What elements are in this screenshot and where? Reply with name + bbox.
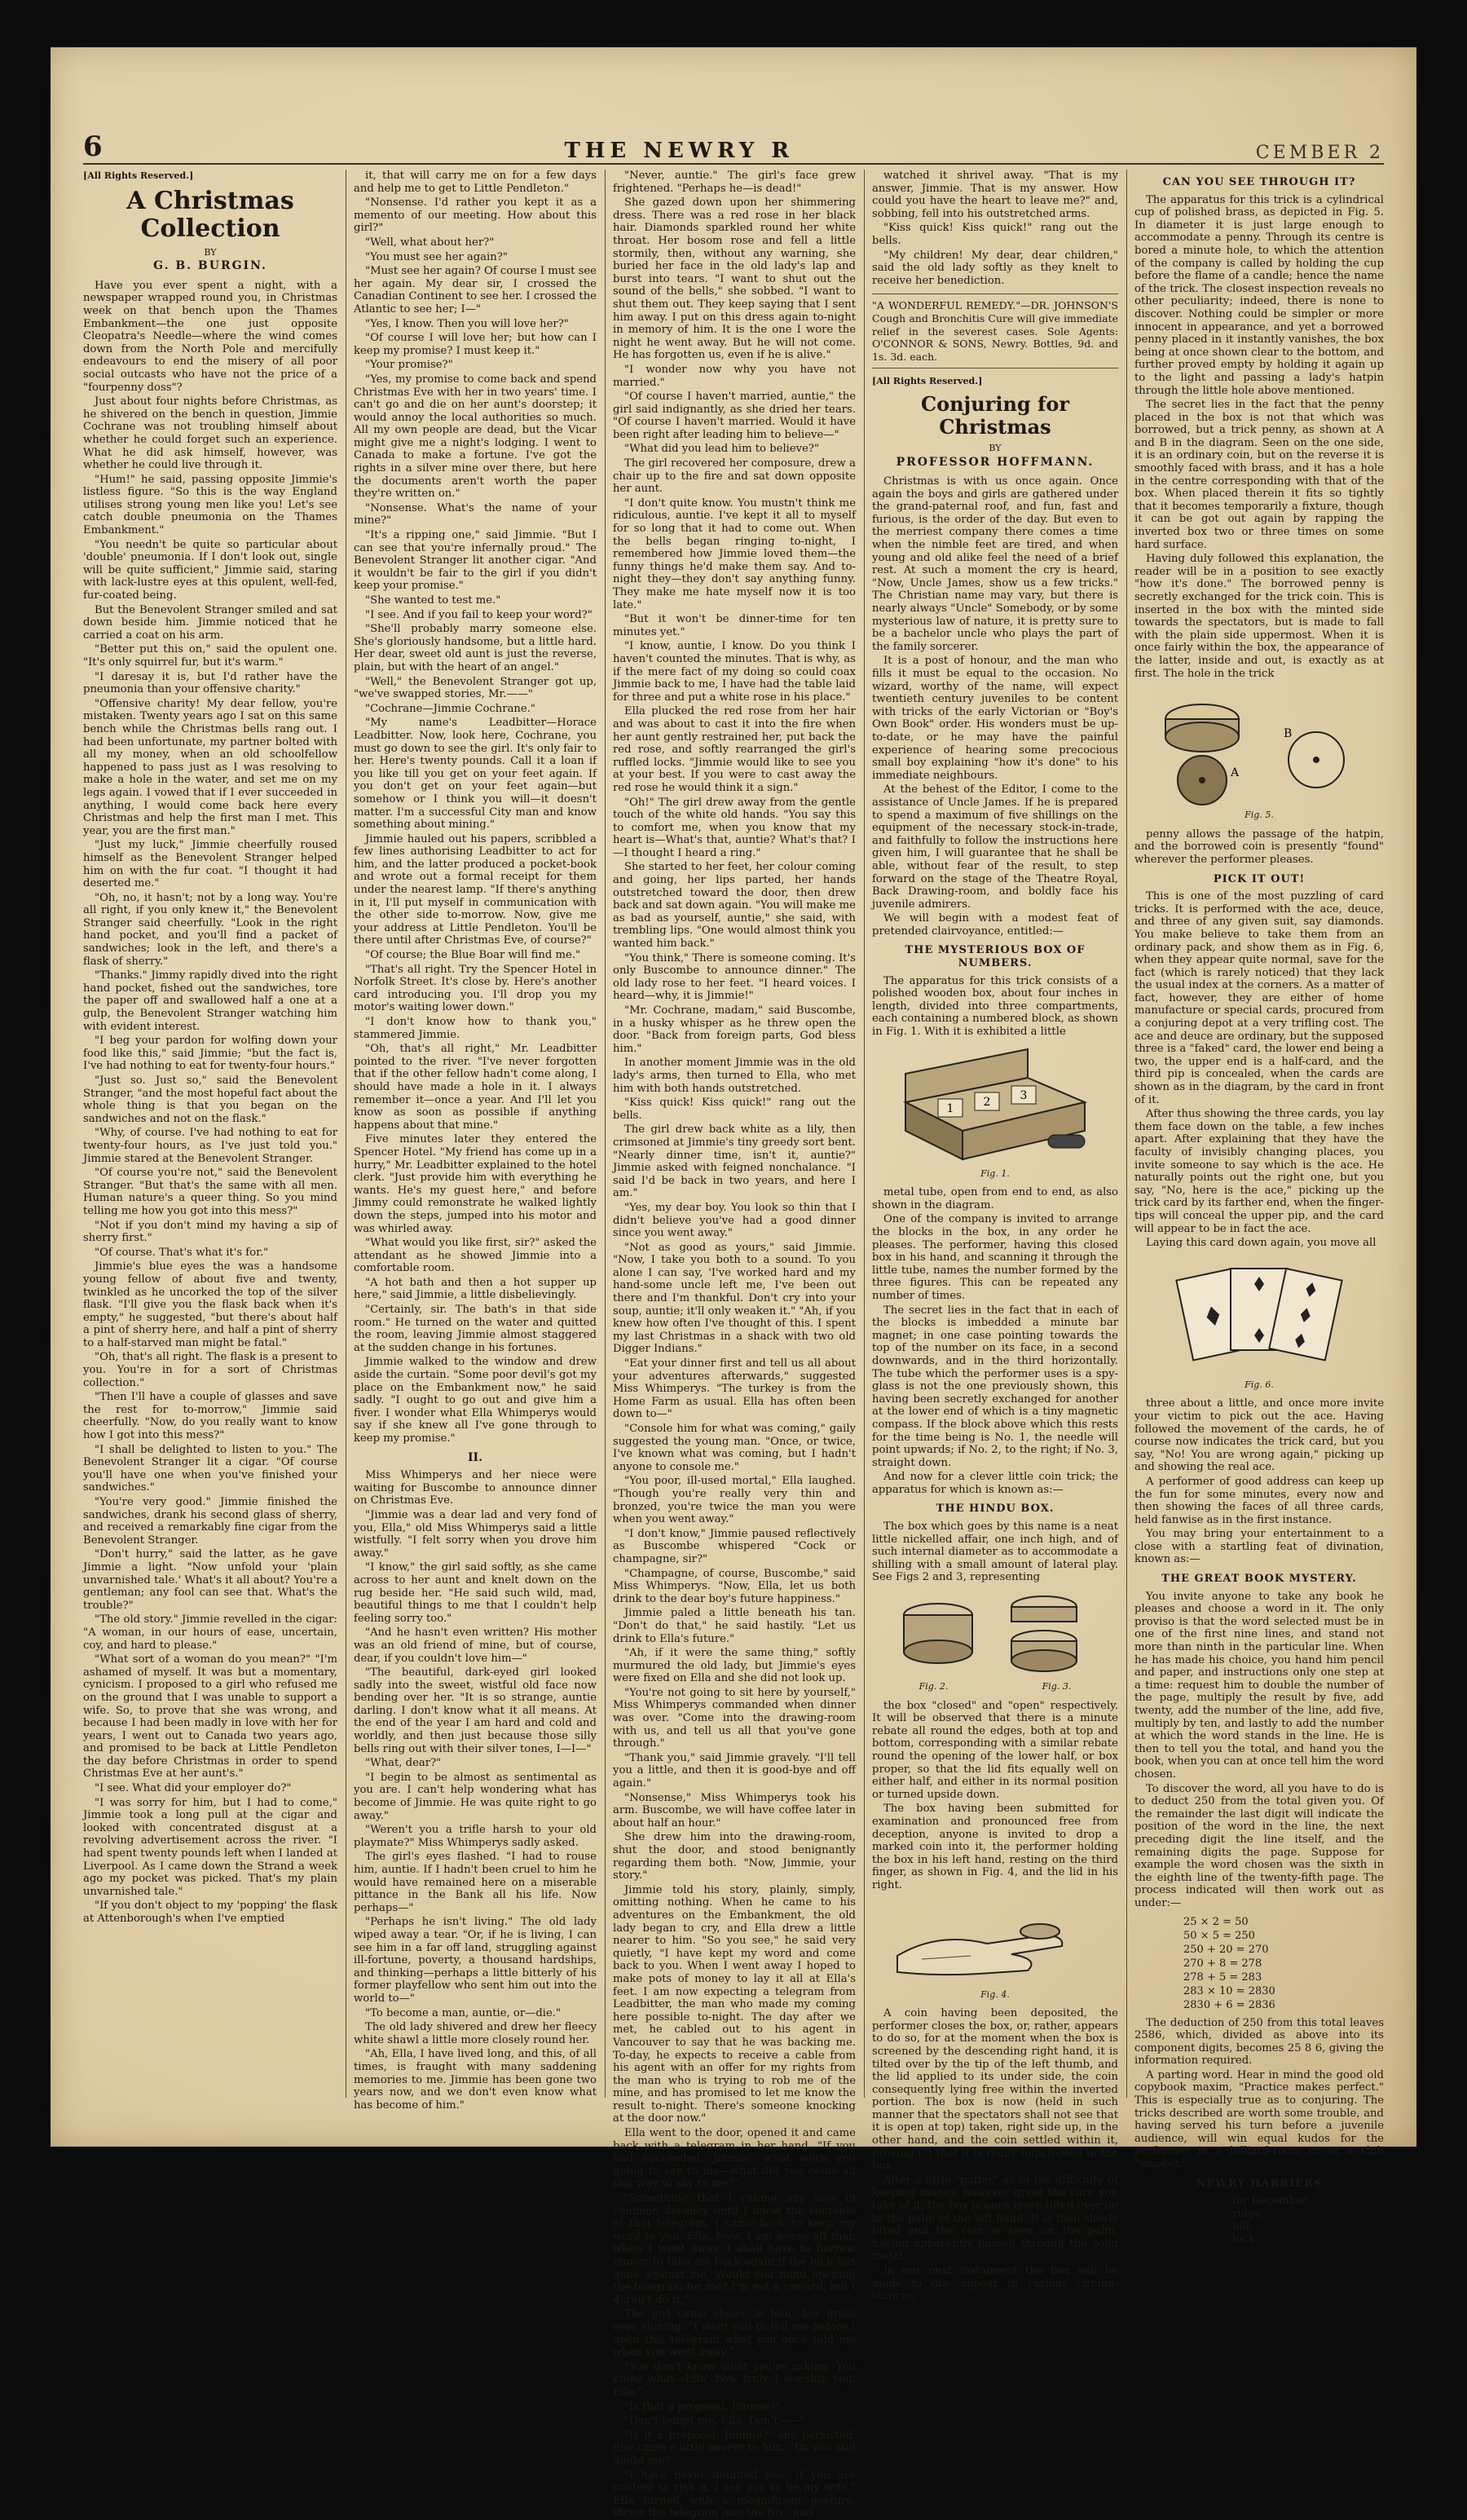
paragraph: Jimmie paled a little beneath his tan. "Don't do that," he said hastily. "Let us drink to Ella's future." xyxy=(613,1607,856,1645)
paragraph: "Ah, Ella, I have lived long, and this, of all times, is fraught with many saddening memories to me. Jimmie has been gone two years now, and we don't even know what has become of him." xyxy=(354,2048,597,2112)
subheading-book-mystery: THE GREAT BOOK MYSTERY. xyxy=(1161,1573,1357,1586)
story-author: G. B. BURGIN. xyxy=(153,259,267,273)
paragraph: "And he hasn't even written? His mother was an old friend of mine, but of course, dear, if you couldn't love him—" xyxy=(354,1626,597,1665)
paragraph: it, that will carry me on for a few days and help me to get to Little Pendleton." xyxy=(354,170,597,195)
svg-text:1: 1 xyxy=(946,1101,954,1115)
paragraph: "That's all right. Try the Spencer Hotel in Norfolk Street. It's close by. Here's another card introducing you. I'll drop you my motor's waiting lower down." xyxy=(354,963,597,1014)
paragraph: "Just my luck," Jimmie cheerfully roused himself as the Benevolent Stranger helped him on with the fur coat. "I thought it had deserted me." xyxy=(83,839,337,890)
figure-caption: Fig. 2. xyxy=(919,1681,949,1693)
paragraph: "Well," the Benevolent Stranger got up, "we've swapped stories, Mr.——" xyxy=(354,675,597,701)
paragraph: "Something that I cannot say now in common decency until I know the contents of that telegram. I came back to keep my word to you, Ella. Now, I am worse off than when I went away. I shall have to borrow money to take me back again if the luck has gone against me. Would you mind opening the telegram for me? I'm not a coward, but I daren't do it." xyxy=(613,2192,856,2306)
paragraph: "I daresay it is, but I'd rather have the pneumonia than your offensive charity." xyxy=(83,670,337,696)
paragraph: The apparatus for this trick is a cylindrical cup of polished brass, as depicted in Fig. 5. In diameter it is just large enough to accommodate a penny. Through its centre is bored a minute hole, to which the attention of the company is called by holding the cup before the flame of a candle; hence the name of the trick. The closest inspection reveals no other peculiarity; indeed, there is none to discover. Nothing could be simpler or more innocent in appearance, and yet a borrowed penny placed in it instantly vanishes, the box being at once shown clear to the bottom, and further proved empty by holding it again up to the light and passing a lady's hatpin through the little hole above mentioned. xyxy=(1134,193,1384,397)
paragraph: "Yes, I know. Then you will love her?" xyxy=(365,317,569,330)
article-body xyxy=(872,475,1118,938)
paragraph: "What, dear?" xyxy=(365,1757,442,1770)
paragraph: "Not if you don't mind my having a sip of sherry first." xyxy=(83,1219,337,1245)
paragraph: After thus showing the three cards, you lay them face down on the table, a few inches apart. After explaining that they have the faculty of invisibly changing places, you invite someone to say which is the ace. He naturally points out the right one, but you say, "No, here is the ace," picking up the trick card by its farther end, when the finger-tips will conceal the upper pip, and the card will appear to be in fact the ace. xyxy=(1134,1108,1384,1235)
paragraph: "Never, auntie." The girl's face grew frightened. "Perhaps he—is dead!" xyxy=(613,170,856,195)
paragraph: "Of course I haven't married, auntie," the girl said indignantly, as she dried her tears. "Of course I haven't married. Would it have been right after leading him to believe—" xyxy=(613,391,856,441)
story-title: A Christmas Collection xyxy=(126,186,294,243)
paragraph: "I see. And if you fail to keep your word?" xyxy=(365,608,593,621)
paragraph: metal tube, open from end to end, as also shown in the diagram. xyxy=(872,1186,1118,1211)
figure-caption: Fig. 5. xyxy=(1245,810,1274,821)
paragraph: "Must see her again? Of course I must see her again. My dear sir, I crossed the Canadian Continent to see her. I crossed the Atlantic to see her; I—" xyxy=(354,265,597,316)
paragraph: The secret lies in the fact that in each of the blocks is imbedded a minute bar magnet; in one case pointing towards the top of the number on its face, in a second downwards, and in the third horizontally. The tube which the performer uses is a spy-glass is not the one previously shown, this having been secretly exchanged for another at the lower end of which is a tiny magnetic compass. If the block above which this rests for the time being is No. 1, the needle will point upwards; if No. 2, to the right; if No. 3, straight down. xyxy=(872,1304,1118,1469)
paragraph: A performer of good address can keep up the fun for some minutes, every now and then showing the faces of all three cards, held fanwise as in the first instance. xyxy=(1134,1475,1384,1526)
paragraph: The old lady shivered and drew her fleecy white shawl a little more closely round her. xyxy=(354,2021,597,2046)
paragraph: Jimmie's blue eyes the was a handsome young fellow of about five and twenty, twinkled as he uncorked the top of the silver flask. "I'll give you the flask back when it's empty," he suggested, "but there's about half a pint of sherry here, and half a pint of sherry to a half-starved man might be fatal." xyxy=(83,1260,337,1349)
paragraph: "I was sorry for him, but I had to come," Jimmie took a long pull at the cigar and looked with concentrated disgust at a revolving advertisement across the river. "I had spent twenty pounds left when I landed at Liverpool. As I came down the Strand a week ago my pocket was picked. That's my plain unvarnished tale." xyxy=(83,1796,337,1898)
paragraph: "Yes, my promise to come back and spend Christmas Eve with her in two years' time. I can't go and die on her aunt's doorstep; it would annoy the local authorities so much. All my own people are dead, but the Vicar might give me a night's lodging. I went to Canada to make a fortune. I've got the rights in a silver mine over there, but here the documents aren't worth the paper they're written on." xyxy=(354,373,597,501)
paragraph: "Nonsense," Miss Whimperys took his arm. Buscombe, we will have coffee later in about half an hour." xyxy=(613,1791,856,1829)
paragraph: "Thanks." Jimmy rapidly dived into the right hand pocket, fished out the sandwiches, tore the paper off and swallowed half a one at a gulp, the Benevolent Stranger watching him with evident interest. xyxy=(83,969,337,1033)
paragraph: "You're not going to sit here by yourself," Miss Whimperys commanded when dinner was over. "Come into the drawing-room with us, and tell us all that you've gone through." xyxy=(613,1686,856,1750)
article-body xyxy=(872,1520,1118,1584)
paragraph: "You needn't be quite so particular about 'double' pneumonia. If I don't look out, single will be quite sufficient," Jimmie said, staring with lack-lustre eyes at this opulent, well-fed, fur-coated being. xyxy=(83,538,337,602)
paragraph: "Better put this on," said the opulent one. "It's only squirrel fur, but it's warm." xyxy=(83,643,337,669)
rights-notice: [All Rights Reserved.] xyxy=(83,170,194,181)
paragraph: "The old story." Jimmie revelled in the cigar: "A woman, in our hours of ease, uncertain, coy, and hard to please." xyxy=(83,1613,337,1652)
paragraph: "My children! My dear, dear children," said the old lady softly as they knelt to receive her benediction. xyxy=(872,249,1118,287)
paragraph: A parting word. Hear in mind the good old copybook maxim, "Practice makes perfect." This is especially true as to conjuring. The tricks described are worth some trouble, and having served his turn before a juvenile audience, will win equal kudos for the performer in a billiard-room or at a club "smoker." xyxy=(1134,2068,1384,2171)
paragraph: The secret lies in the fact that the penny placed in the box is not that which was borrowed, but a trick penny, as shown at A and B in the diagram. Seen on the one side, it is an ordinary coin, but on the reverse it is smoothly faced with brass, and it has a hole in the centre corresponding with that of the box. When placed therein it fits so tightly that it becomes temporarily a fixture, though it can be got out again by rapping the inverted box two or three times on some hard surface. xyxy=(1134,399,1384,551)
newspaper-name: THE NEWRY R xyxy=(564,139,795,163)
paragraph: To discover the word, all you have to do is to deduct 250 from the total given you. Of the remainder the last digit will indicate the position of the word in the line, the next preceding digit the line itself, and the remaining digits the page. Suppose for example the word chosen was the sixth in the eighth line of the twenty-fifth page. The process indicated will then work out as under:— xyxy=(1134,1782,1384,1909)
paragraph: Ella plucked the red rose from her hair and was about to cast it into the fire when her aunt gently restrained her, put back the red rose, and softly rearranged the girl's ruffled locks. "Jimmie would like to see you at your best. If you were to cast away the red rose he would think it a sign." xyxy=(613,705,856,794)
paragraph: "I know, auntie, I know. Do you think I haven't counted the minutes. That is why, as if the mere fact of my doing so could coax Jimmie back to me, I have had the table laid for three and put a white rose in his place." xyxy=(613,640,856,704)
paragraph: "Of course I will love her; but how can I keep my promise? I must keep it." xyxy=(354,332,597,357)
byline-by: BY xyxy=(204,246,217,258)
paragraph: "I see. What did your employer do?" xyxy=(95,1782,292,1795)
paragraph: She started to her feet, her colour coming and going, her lips parted, her hands outstretched toward the door, then drew back and sat down again. "You will make me as bad as yourself, auntie," she said, with trembling lips. "One would almost think you wanted him back." xyxy=(613,861,856,951)
hand-with-box-illustration xyxy=(889,1899,1101,1988)
paragraph: "A hot bath and then a hot supper up here," said Jimmie, a little disbelievingly. xyxy=(354,1276,597,1302)
article-body xyxy=(872,975,1118,1039)
numbered-box-illustration xyxy=(889,1045,1101,1167)
article-body xyxy=(1134,1397,1384,1566)
paragraph: "Kiss quick! Kiss quick!" rang out the bells. xyxy=(872,222,1118,247)
paragraph: "Champagne, of course, Buscombe," said Miss Whimperys. "Now, Ella, let us both drink to the dear boy's future happiness." xyxy=(613,1567,856,1605)
column-4 xyxy=(872,170,1118,2303)
paragraph: "You poor, ill-used mortal," Ella laughed. "Though you're really very thin and bronzed, you're twice the man you were when you went away." xyxy=(613,1475,856,1526)
paragraph: And now for a clever little coin trick; the apparatus for which is known as:— xyxy=(872,1471,1118,1496)
cough-cure-advert: "A WONDERFUL REMEDY."—DR. JOHNSON'S Cough and Bronchitis Cure will give immediate relief in the severest cases. Sole Agents: O'CONNOR & SONS, Newry. Bottles, 9d. and 1s. 3d. each. xyxy=(872,293,1118,369)
paragraph: "She wanted to test me." xyxy=(365,594,501,607)
paragraph: At the behest of the Editor, I come to the assistance of Uncle James. If he is prepared to spend a maximum of five shillings on the equipment of the necessary stock-in-trade, and faithfully to follow the instructions here given him, I will guarantee that he shall be able, without fear of the result, to step forward on the stage of the Theatre Royal, Back Drawing-room, and boldly face his juvenile admirers. xyxy=(872,783,1118,911)
line-item: hill, xyxy=(1232,2220,1253,2233)
paragraph: "Cochrane—Jimmie Cochrane." xyxy=(365,702,535,715)
figures-2-3 xyxy=(872,1591,1118,1693)
paragraph: "Don't hurry," said the latter, as he gave Jimmie a light. "Now unfold your 'plain unvarnished tale.' What's it all about? You're a gentleman; any fool can see that. What's the trouble?" xyxy=(83,1548,337,1612)
paragraph: "I don't know," Jimmie paused reflectively as Buscombe whispered "Cock or champagne, sir?" xyxy=(613,1527,856,1565)
paragraph: Jimmie walked to the window and drew aside the curtain. "Some poor devil's got my place on the Embankment now," he said sadly. "I ought to go out and give him a fiver. I wonder what Ella Whimperys would say if she knew all I've gone through to keep my promise." xyxy=(354,1356,597,1445)
svg-text:2: 2 xyxy=(983,1095,991,1109)
paragraph: But the Benevolent Stranger smiled and sat down beside him. Jimmie noticed that he carried a coat on his arm. xyxy=(83,603,337,642)
story-body xyxy=(354,170,597,1445)
paragraph: "To become a man, auntie, or—die." xyxy=(365,2006,562,2019)
paragraph: "It's a ripping one," said Jimmie. "But I can see that you're infernally proud." The Benevolent Stranger lit another cigar. "And it wouldn't be fair to the girl if you didn't keep your promise." xyxy=(354,529,597,593)
column-5 xyxy=(1134,170,1384,2245)
figure-caption: Fig. 4. xyxy=(980,1988,1010,2000)
paragraph: Five minutes later they entered the Spencer Hotel. "My friend has come up in a hurry," Mr. Leadbitter explained to the hotel clerk. "Just provide him with everything he wants. He's my guest here," and before Jimmy could remonstrate he walked lightly down the steps, jumped into his motor and was whirled away. xyxy=(354,1133,597,1235)
column-rule xyxy=(605,170,606,2098)
paragraph: "Just so. Just so," said the Benevolent Stranger, "and the most hopeful fact about the whole thing is that you began on the sandwiches and not on the flask." xyxy=(83,1075,337,1125)
paragraph: "Of course you're not," said the Benevolent Stranger. "But that's the same with all men. Human nature's a queer thing. So you mind telling me how you got into this mess?" xyxy=(83,1167,337,1217)
paragraph: "The beautiful, dark-eyed girl looked sadly into the sweet, wistful old face now bending over her. "It is so strange, auntie darling. I don't know what it all means. At the end of the year I am hard and cold and worldly, and then just because those silly bells ring out with their silver tones, I—I—" xyxy=(354,1666,597,1755)
paragraph: "What did you lead him to believe?" xyxy=(624,443,820,456)
paragraph: You invite anyone to take any book he pleases and choose a word in it. The only proviso is that the word selected must be in one of the first nine lines, and stand not more than ninth in the particular line. When he has made his choice, you hand him pencil and paper, and instructions only one step at a time: request him to double the number of the page, multiply the result by five, add twenty, add the number of the line, add five, multiply by ten, and lastly to add the number at which the word stands in the line. He is then to tell you the total, and hand you the book, when you can at once tell him the word chosen. xyxy=(1134,1590,1384,1781)
paragraph: One of the company is invited to arrange the blocks in the box, in any order he pleases. The performer, having this closed box in his hand, and scanning it through the little tube, names the number formed by the three figures. This can be repeated any number of times. xyxy=(872,1213,1118,1302)
article-author: PROFESSOR HOFFMANN. xyxy=(896,455,1095,469)
paragraph: Laying this card down again, you move all xyxy=(1146,1237,1377,1250)
paragraph: "Of course; the Blue Boar will find me." xyxy=(365,949,581,962)
paragraph: "Oh, that's all right. The flask is a present to you. You're in for a sort of Christmas collection." xyxy=(83,1351,337,1389)
line-item: 50 × 5 = 250 xyxy=(1183,1929,1255,1942)
paragraph: The deduction of 250 from this total leaves 2586, which, divided as above into its component digits, becomes 25 8 6, giving the information required. xyxy=(1134,2016,1384,2068)
paragraph: "Yes, my dear boy. You look so thin that I didn't believe you've had a good dinner since you went away." xyxy=(613,1201,856,1240)
figure-caption: Fig. 6. xyxy=(1245,1379,1274,1390)
rights-notice: [All Rights Reserved.] xyxy=(872,376,983,387)
story-body xyxy=(354,1469,597,2112)
section-number: II. xyxy=(468,1450,482,1464)
paragraph: "Your promise?" xyxy=(365,359,453,372)
paragraph: "I shall be delighted to listen to you." The Benevolent Stranger lit a cigar. "Of course you'll have one when you've finished your sandwiches." xyxy=(83,1443,337,1494)
paragraph: "I have never doubted you. If you are content to risk it, I ask you to be my wife." Ella turned with a magnificent gesture, threw the telegram into the fire, and xyxy=(613,2469,856,2520)
issue-date: CEMBER 2 xyxy=(1255,143,1384,163)
paragraph: "Of course. That's what it's for." xyxy=(95,1246,269,1259)
paragraph: "She'll probably marry someone else. She's gloriously handsome, but a little hard. Her dear, sweet old aunt is just the reverse, plain, but with the heart of an angel." xyxy=(354,623,597,673)
paragraph: Ella went to the door, opened it and came back with a telegram in her hand. "If you had succeeded, Jimmie, what were you going to say to me—what did you come all this way to say to me?" xyxy=(613,2127,856,2191)
paragraph: Having duly followed this explanation, the reader will be in a position to see exactly "how it's done." The borrowed penny is secretly exchanged for the trick coin. This is inserted in the box with the minted side towards the spectators, but is made to fall with the plain side uppermost. When it is once fairly within the box, the appearance of the latter, inside and out, is exactly as at first. The hole in the trick xyxy=(1134,553,1384,680)
paragraph: "Hum!" he said, passing opposite Jimmie's listless figure. "So this is the way England utilises strong young men like you! Let's see catch double pneumonia on the Thames Embankment." xyxy=(83,473,337,537)
story-body xyxy=(83,280,337,1926)
hindu-box-illustration xyxy=(889,1591,1101,1680)
article-body xyxy=(872,1700,1118,1892)
calculation-list xyxy=(1183,1915,1384,2012)
paragraph: Christmas is with us once again. Once again the boys and girls are gathered under the grand-paternal roof, and fun, fast and furious, is the order of the day. But even to the merriest company there comes a time when the nimble feet are tired, and when young and old alike feel the need of a brief rest. At such a moment the cry is heard, "Now, Uncle James, show us a few tricks." The Christian name may vary, but there is nearly always "Uncle" Somebody, or by some mysterious law of nature, it is pretty sure to be a bachelor uncle who plays the part of the family sorcerer. xyxy=(872,475,1118,653)
paragraph: "Eat your dinner first and tell us all about your adventures afterwards," suggested Miss Whimperys. "The turkey is from the Home Farm as usual. Ella has often been down to—" xyxy=(613,1357,856,1421)
paragraph: "I wonder now why you have not married." xyxy=(613,363,856,389)
paragraph: "Offensive charity! My dear fellow, you're mistaken. Twenty years ago I sat on this same bench while the Christmas bells rang out. I had been unfortunate, my partner bolted with all my money, when an old schoolfellow happened to pass just as I was resolving to make a hole in the water, and set me on my legs again. I vowed that if I ever succeeded in anything, I would come back here every Christmas and help the first man I met. This year, you are the first man." xyxy=(83,697,337,837)
figure-caption: Fig. 1. xyxy=(980,1167,1010,1179)
paragraph: The girl's eyes flashed. "I had to rouse him, auntie. If I hadn't been cruel to him he would have remained here on a miserable pittance in the Bank all his life. Now perhaps—" xyxy=(354,1851,597,1914)
subheading-see-through: CAN YOU SEE THROUGH IT? xyxy=(1162,176,1356,188)
paragraph: Just about four nights before Christmas, as he shivered on the bench in question, Jimmie Cochrane was not troubling himself about whether he could forget such an experience. What he did ask himself, however, was whether he could live through it. xyxy=(83,395,337,472)
paragraph: "Nonsense. I'd rather you kept it as a memento of our meeting. How about this girl?" xyxy=(354,196,597,235)
line-item: 250 + 20 = 270 xyxy=(1183,1943,1269,1956)
paragraph: "I don't know how to thank you," stammered Jimmie. xyxy=(354,1016,597,1041)
paragraph: "Console him for what was coming," gaily suggested the young man. "Once, or twice, I've known what was coming, but I hadn't anyone to console me." xyxy=(613,1423,856,1473)
paragraph: It is a post of honour, and the man who fills it must be equal to the occasion. No wizard, worthy of the name, will expect twentieth century juveniles to be content with tricks of the early Victorian or "Boy's Own Book" order. His wonders must be up-to-date, or he may have the painful experience of hearing some precocious small boy explaining "how it's done" to his immediate neighbours. xyxy=(872,655,1118,782)
subheading-mysterious-box: THE MYSTERIOUS BOX OF NUMBERS. xyxy=(905,944,1086,970)
paragraph: The girl drew back white as a lily, then crimsoned at Jimmie's tiny greedy sort bent. "Nearly dinner time, isn't it, auntie?" Jimmie asked with feigned nonchalance. "I said I'd be back in two years, and here I am." xyxy=(613,1123,856,1200)
subheading-pick-it-out: PICK IT OUT! xyxy=(1213,872,1306,885)
story-body xyxy=(613,170,856,2520)
figure-5 xyxy=(1134,686,1384,822)
paragraph: She drew him into the drawing-room, shut the door, and stood benignantly regarding them both. "Now, Jimmie, your story." xyxy=(613,1831,856,1882)
paragraph: "You must see her again?" xyxy=(365,250,508,263)
article-body xyxy=(1134,890,1384,1250)
subheading-harriers: NEWRY HARRIERS xyxy=(1196,2177,1323,2190)
article-body xyxy=(1134,828,1384,867)
paragraph: Jimmie told his story, plainly, simply, omitting nothing. When he came to his adventures on the Embankment, the old lady began to cry, and Ella drew a little nearer to him. "So you see," he said very quietly, "I have kept my word and come back to you. When I went away I hoped to make pots of money to lay it all at Ella's feet. I am now expecting a telegram from Leadbitter, the man who made my coming here possible to-night. The day after we met, he cabled out to his agent in Vancouver to say that he was backing me. To-day, he expects to receive a cable from his agent with an offer for my rights from the man who is trying to rob me of the mine, and has promised to let me know the result to-night. There's someone knocking at the door now." xyxy=(613,1883,856,2125)
line-item: ridge, xyxy=(1232,2207,1265,2220)
paragraph: The girl came closer to him, her great eyes shining. "I want you to tell me before I open this telegram what you once told me when you went away." xyxy=(613,2308,856,2359)
paragraph: The girl recovered her composure, drew a chair up to the fire and sat down opposite her aunt. xyxy=(613,457,856,496)
paragraph: "Certainly, sir. The bath's in that side room." He turned on the water and quitted the room, leaving Jimmie almost staggered at the sudden change in his fortunes. xyxy=(354,1304,597,1354)
column-3 xyxy=(613,170,856,2520)
line-item: 2830 + 6 = 2836 xyxy=(1183,1998,1275,2011)
paragraph: The apparatus for this trick consists of a polished wooden box, about four inches in length, divided into three compartments, each containing a numbered block, as shown in Fig. 1. With it is exhibited a little xyxy=(872,974,1118,1039)
paragraph: watched it shrivel away. "That is my answer, Jimmie. That is my answer. How could you have the heart to leave me?" and, sobbing, fell into his outstretched arms. xyxy=(872,170,1118,220)
article-body xyxy=(872,1186,1118,1496)
paragraph: She gazed down upon her shimmering dress. There was a red rose in her black hair. Diamonds sparkled round her white throat. Her bosom rose and fell a little stormily, then, without any warning, she buried her face in the old lady's lap and burst into tears. "I want to shut out the sound of the bells," she sobbed. "I want to shut them out. They keep saying that I sent him away. I put on this dress again to-night in memory of him. It is the one I wore the night he went away. But he will not come. He has forgotten us, even if he is alive." xyxy=(613,196,856,362)
paragraph: "You're very good." Jimmie finished the sandwiches, drank his second glass of sherry, and received a remarkably fine cigar from the Benevolent Stranger. xyxy=(83,1496,337,1547)
paragraph: "Kiss quick! Kiss quick!" rang out the bells. xyxy=(613,1097,856,1122)
paragraph: "Oh, no, it hasn't; not by a long way. You're all right, if you only knew it," the Benevolent Stranger said cheerfully. "Look in the right hand pocket, and you'll find a packet of sandwiches; look in the left, and there's a flask of sherry." xyxy=(83,891,337,968)
article-title: Conjuring for Christmas xyxy=(920,391,1069,439)
brass-cup-illustration xyxy=(1153,686,1365,809)
label-b: B xyxy=(1284,727,1293,741)
paragraph: penny allows the passage of the hatpin, and the borrowed coin is presently "found" wherever the performer pleases. xyxy=(1134,827,1384,866)
line-item: lock. xyxy=(1232,2233,1258,2245)
figure-1 xyxy=(872,1045,1118,1181)
paragraph: "I beg your pardon for wolfing down your food like this," said Jimmie; "but the fact is, I've had nothing to eat for twenty-four hours." xyxy=(83,1035,337,1073)
column-1 xyxy=(83,170,337,2114)
paragraph: "Oh, that's all right," Mr. Leadbitter pointed to the river. "I've never forgotten that if the other fellow hadn't come along, I should have made a hole in it. I always remember it—once a year. And I'll let you know as soon as possible if anything happens about that mine." xyxy=(354,1043,597,1132)
line-item: for December xyxy=(1232,2195,1307,2208)
paragraph: "Perhaps he isn't living." The old lady wiped away a tear. "Or, if he is living, I can see him in a far off land, struggling against ill-fortune, poverty, a thousand hardships, and thinking—perhaps a little bitterly of his former playfellow who sent him out into the world to—" xyxy=(354,1916,597,2005)
paragraph: "Then I'll have a couple of glasses and save the rest for to-morrow," Jimmie said cheerfully. "Now, do you really want to know how I got into this mess?" xyxy=(83,1391,337,1442)
line-item: 270 + 8 = 278 xyxy=(1183,1957,1262,1970)
paragraph: "But it won't be dinner-time for ten minutes yet." xyxy=(613,613,856,638)
paragraph: three about a little, and once more invite your victim to pick out the ace. Having followed the movement of the cards, he of course now indicates the trick card, but you say, "No! You are wrong again," picking up and showing the real ace. xyxy=(1134,1397,1384,1474)
article-body xyxy=(1134,2017,1384,2171)
paragraph: "Ah, if it were the same thing," softly murmured the old lady, but Jimmie's eyes were fixed on Ella and she did not look up. xyxy=(613,1647,856,1685)
paragraph: After a little "patter" as to the difficulty of keeping money, however great the care you take of it, the box is once more tilted over on to the palm of the left hand. It is then slowly lifted and the coin is seen on the palm, having apparently passed through the solid metal. xyxy=(872,2174,1118,2263)
story-ending xyxy=(872,170,1118,287)
figure-4 xyxy=(872,1899,1118,2001)
paragraph: "I don't quite know. You mustn't think me ridiculous, auntie. I've kept it all to myself for so long that it had to come out. When the bells began ringing to-night, I remembered how Jimmie loved them—the funny things he'd make them say. And to-night they—they don't say anything funny. They make me hate myself now it is too late." xyxy=(613,496,856,611)
figure-caption: Fig. 3. xyxy=(1042,1681,1072,1693)
line-item: 278 + 5 = 283 xyxy=(1183,1971,1262,1984)
line-item: 283 × 10 = 2830 xyxy=(1183,1984,1275,1997)
paragraph: "Jimmie was a dear lad and very fond of you, Ella," old Miss Whimperys said a little wistfully. "I felt sorry when you drove him away." xyxy=(354,1508,597,1560)
paragraph: "Mr. Cochrane, madam," said Buscombe, in a husky whisper as he threw open the door. "Back from foreign parts, God bless him." xyxy=(613,1004,856,1055)
paragraph: "You don't know what you're asking. You know what—Ella, how truly I worship you, Ella." xyxy=(613,2360,856,2399)
paragraph: Miss Whimperys and her niece were waiting for Buscombe to announce dinner on Christmas Eve. xyxy=(354,1469,597,1507)
paragraph: We will begin with a modest feat of pretended clairvoyance, entitled:— xyxy=(872,912,1118,938)
paragraph: "Is that a proposal, Jimmie?" xyxy=(624,2400,781,2413)
paragraph: You may bring your entertainment to a close with a startling feat of divination, known as:— xyxy=(1134,1528,1384,1566)
page-number: 6 xyxy=(83,130,103,163)
paragraph: "If you don't object to my 'popping' the flask at Attenborough's when I've emptied xyxy=(83,1900,337,1925)
paragraph: This is one of the most puzzling of card tricks. It is performed with the ace, deuce, and three of any given suit, say diamonds. You make believe to take them from an ordinary pack, and show them as in Fig. 6, when they appear quite normal, save for the fact (which is rarely noticed) that they lack the usual index at the corners. As a matter of fact, however, they are either of home manufacture or special cards, procured from a conjuring depot at a very trifling cost. The ace and deuce are ordinary, but the supposed three is a "faked" card, the lower end being a two, the upper end is a half-card, and the third pip is concealed, when the cards are shown as in the diagram, by the card in front of it. xyxy=(1134,890,1384,1106)
newspaper-page xyxy=(51,47,1416,2520)
article-body xyxy=(1134,194,1384,681)
paragraph: "You think," There is someone coming. It's only Buscombe to announce dinner." The old lady rose to her feet. "I heard voices. I heard—why, it is Jimmie!" xyxy=(613,951,856,1003)
subheading-hindu-box: THE HINDU BOX. xyxy=(936,1503,1055,1516)
paragraph: In another moment Jimmie was in the old lady's arms, then turned to Ella, who met him with both hands outstretched. xyxy=(613,1057,856,1095)
paragraph: "Well, what about her?" xyxy=(365,236,495,249)
paragraph: "Don't tempt me, Ella. Don't——" xyxy=(624,2415,805,2428)
three-cards-illustration xyxy=(1153,1256,1365,1379)
byline-by: BY xyxy=(989,442,1002,453)
paragraph: Have you ever spent a night, with a newspaper wrapped round you, in Christmas week on that bench upon the Thames Embankment—the one just opposite Cleopatra's Needle—where the wind comes down from the North Pole and mercifully endeavours to end the misery of all poor social outcasts who have not the price of a "fourpenny doss"? xyxy=(83,279,337,394)
column-rule xyxy=(864,170,865,2098)
paragraph: "I begin to be almost as sentimental as you are. I can't help wondering what has become of Jimmie. He was quite right to go away." xyxy=(354,1771,597,1822)
paragraph: "Oh!" The girl drew away from the gentle touch of the white old hands. "You say this to comfort me, when you know that my heart is—What's that, auntie? What's that? I—I thought I heard a ring." xyxy=(613,796,856,859)
paragraph: "Is it a proposal, Jimmie?" she persisted. She came a little nearer to him. "Do you still doubt me?" xyxy=(613,2429,856,2467)
torn-fragments xyxy=(1134,2195,1384,2245)
column-rule xyxy=(1126,170,1127,2098)
paragraph: "Not as good as yours," said Jimmie. "Now, I take you both to a sound. To you alone I can say, 'I've worked hard and my hand-some uncle left me, I've been out there and I'm thankful. Don't cry into your soup, auntie; it'll only weaken it." "Ah, if you knew how often I've thought of this. I spent my last Christmas in a shack with two old Digger Indians." xyxy=(613,1241,856,1356)
article-body xyxy=(1134,1591,1384,1910)
column-2 xyxy=(354,170,597,2114)
paragraph: The box having been submitted for examination and pronounced free from deception, anyone is invited to drop a marked coin into it, the performer holding the box in his left hand, resting on the third finger, as shown in Fig. 4, and the lid in his right. xyxy=(872,1803,1118,1891)
svg-text:3: 3 xyxy=(1020,1088,1028,1102)
label-a: A xyxy=(1231,766,1240,780)
paragraph: "What would you like first, sir?" asked the attendant as he showed Jimmie into a comfortable room. xyxy=(354,1237,597,1275)
paragraph: A coin having been deposited, the performer closes the box, or, rather, appears to do so, for at the moment when the box is screened by the descending right hand, it is tilted over by the tip of the left thumb, and the lid applied to its under side, the coin consequently lying free within the inverted portion. The box is now (held in such manner that the spectators shall not see that it is open at top) taken, right side up, in the other hand, and the coin settled within it, proving (?) that it is really imprisoned in the box. xyxy=(872,2007,1118,2173)
paragraph: The box which goes by this name is a neat little nickelled affair, one inch high, and of such internal diameter as to accommodate a shilling with a small amount of lateral play. See Figs 2 and 3, representing xyxy=(872,1520,1118,1584)
line-item: 25 × 2 = 50 xyxy=(1183,1915,1249,1928)
paragraph: "What sort of a woman do you mean?" "I'm ashamed of myself. It was but a momentary, cynicism. I proposed to a girl who refused me on the ground that I was unable to support a wife. So, to prove that she was wrong, and because I had been madly in love with her for years, I went out to Canada two years ago, and promised to be back at Little Pendleton the day before Christmas in order to spend Christmas Eve at her aunt's." xyxy=(83,1653,337,1781)
paragraph: "Thank you," said Jimmie gravely. "I'll tell you a little, and then it is good-bye and off again." xyxy=(613,1751,856,1790)
paragraph: "Nonsense. What's the name of your mine?" xyxy=(354,501,597,527)
page-header xyxy=(83,117,1384,165)
paragraph: the box "closed" and "open" respectively. It will be observed that there is a minute rebate all round the edges, both at top and bottom, corresponding with a similar rebate round the opening of the lower half, or box proper, so that the lid fits equally well on either half, and either in its normal position or turned upside down. xyxy=(872,1699,1118,1801)
paragraph: "I know," the girl said softly, as she came across to her aunt and knelt down on the rug beside her. "He said such wild, mad, beautiful things to me that I couldn't help feeling sorry too." xyxy=(354,1561,597,1625)
article-body xyxy=(872,2007,1118,2303)
paragraph: "Why, of course. I've had nothing to eat for twenty-four hours, as I've just told you." Jimmie stared at the Benevolent Stranger. xyxy=(83,1127,337,1165)
paragraph: In our next instalment the box will be made to dis- appear in various circum- stances. xyxy=(872,2265,1118,2303)
paragraph: "My name's Leadbitter—Horace Leadbitter. Now, look here, Cochrane, you must go down to see the girl. It's only fair to her. Here's twenty pounds. Call it a loan if you like till you get on your feet again. If you don't get on your feet again—but somehow or I think you will—it doesn't matter. I'm a successful City man and know something about mining." xyxy=(354,717,597,832)
paragraph: Jimmie hauled out his papers, scribbled a few lines authorising Leadbitter to act for him, and the latter produced a pocket-book and wrote out a formal receipt for them under the nearest lamp. "If there's anything in it, I'll put myself in communication with the other side to-morrow. Now, give me your address at Little Pendleton. You'll be there until after Christmas Eve, of course?" xyxy=(354,832,597,947)
figure-6 xyxy=(1134,1256,1384,1392)
paragraph: "Weren't you a trifle harsh to your old playmate?" Miss Whimperys sadly asked. xyxy=(354,1824,597,1849)
